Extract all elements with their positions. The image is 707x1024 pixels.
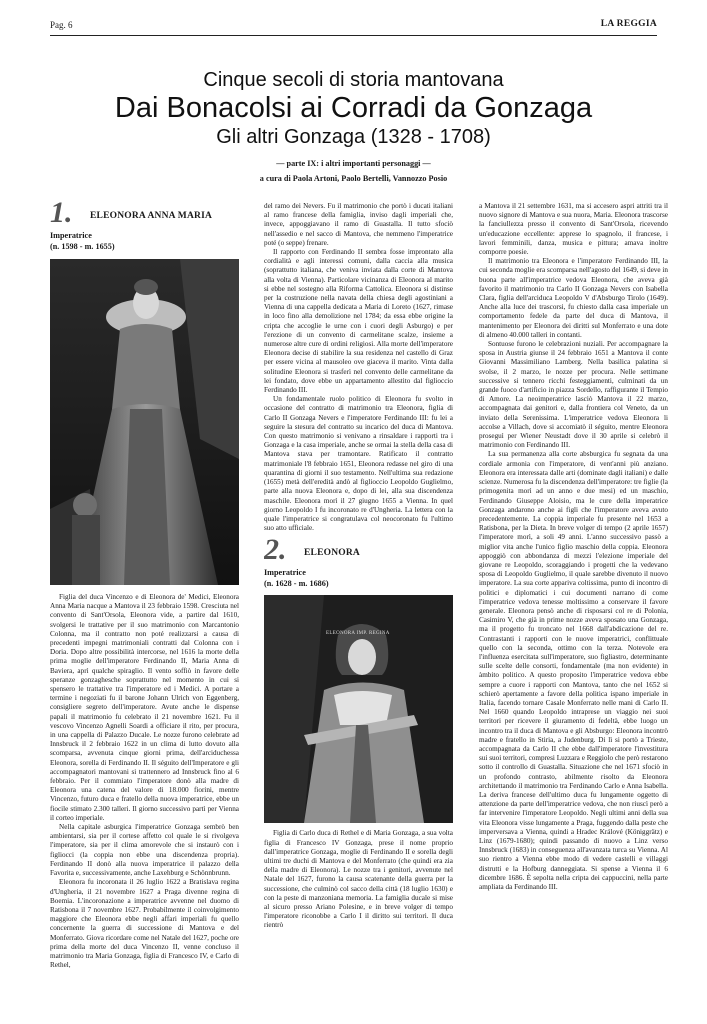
title-line-3: Gli altri Gonzaga (1328 - 1708) [216, 126, 491, 148]
paragraph: Sontuose furono le celebrazioni nuziali. Per accompagnare la sposa in Austria giunse il 24 febbraio 1651 a Mantova il conte Giovanni Massimiliano Lamberg. Nella basilica palatina si svolse, il 2 marzo, le nozze per procura. Nelle settimane successive si tennero ricchi festeggiamenti, culminati da un grande fuoco d'artificio in piazza Sordello, raffigurante il Tempio di Amore. La neoimperatrice lasciò Mantova il 22 marzo, accompagnata dai genitori e, dalla frontiera col Veneto, da un inviato della Serenissima. L'imperatrice vedova Eleonora li accolse a Villach, dove si accomiatò il séguito, mentre Eleonora proseguì per Wiener Neustadt dove il 30 aprile si celebrò il matrimonio con Ferdinando III. [479, 340, 668, 450]
paragraph: La sua permanenza alla corte absburgica fu segnata da una cordiale armonia con l'imperatore, di vent'anni più anziano. Eleonora era interessata dalle arti (dominate dagli italiani) e dalle scienze. Numerosa fu la discendenza dell'imperatore: tre figlie (la primogenita morì ad un anno e due mesi) ed un maschio, Ferdinando Giuseppe Aloisio, ma le cure della imperatrice Gonzaga andarono anche ai figli che l'imperatore aveva avuto precedentemente. La coppia imperiale fu presente nel 1653 a Ratisbona, per la Dieta. In breve volger di tempo (2 aprile 1657) l'imperatore morì, a soli 49 anni. L'anno successivo passò a miglior vita anche l'unico figlio maschio della coppia. Eleonora appoggiò con abbondanza di mezzi l'elezione imperiale del giovane re Leopoldo, scoraggiando i progetti che la vedevano sposa di Leopoldo Guglielmo, il quale sarebbe divenuto il nuovo imperatore. La sua corte appariva coltissima, punto di incontro di politici e diplomatici i cui documenti narrano di come l'imperatrice vedova tenesse moltissimo a conservare il favore generale. Eleonora pensò anche di risposarsi col re di Polonia, Casimiro V, che già in prime nozze aveva sposato una Gonzaga, ma il progetto fu troncato nel 1668 dall'abdicazione del re. Contrastanti i rapporti con le nuove imperatrici, conflittuale quello con la seconda, ottimo con la terza. Notevole era l'influenza esercitata sull'imperatore, suo figliastro, determinante sulle scelte delle consorti, fondamentale (ma non evidente) in àmbito politico. A questo proposito l'imperatrice vedova ebbe sempre a cuore i rapporti con Mantova, tanto che nel 1652 si schierò apertamente a favore della politica ispano imperiale in Italia, facendo tornare Casale Monferrato nelle mani di Carlo II. Nel 1660 quando Leopoldo intraprese un viaggio nei suoi territori per ricevere il giuramento di fedeltà, ebbe luogo un incontro tra il duca di Mantova e gli Absburgo: Eleonora incontrò madre e fratello in Stiria, a Judenburg. Di lì si portò a Trieste, accompagnata da Carlo II che ebbe dall'imperatore l'investitura sui suoi territori, compresi Luzzara e Reggiolo che però restarono sotto il controllo di Guastalla. Situazione che nel 1671 sfociò in un profondo contrasto, abilmente risolto da Eleonora architettando il matrimonio tra Ferdinando Carlo e Anna Isabella. La deriva francese dell'ultimo duca fu lungamente oggetto di attenzione da parte dell'imperatrice vedova, che non riuscì però a far intervenire l'imperatore Leopoldo. Negli ultimi anni della sua vita Eleonora visse lungamente a Praga, fuggendo dalla peste che imperversava a Vienna, quindi a Hradec Králové (Königgrätz) e Linz (1679-1680); quindi passando di nuovo a Linz verso Innsbruck (1683) in conseguenza all'avanzata turca su Vienna. Al suo rientro a Vienna ebbe modo di vedere castelli e villaggi distrutti e la Hofburg danneggiata. Si spense a Vienna il 6 dicembre 1686. È sepolta nella cripta dei cappuccini, nella parte ampliata da Ferdinando III. [479, 450, 668, 892]
title-line-2: Dai Bonacolsi ai Corradi da Gonzaga [114, 92, 593, 124]
section-1-name: ELEONORA ANNA MARIA [90, 211, 213, 221]
section-2-name: ELEONORA [304, 548, 360, 559]
portrait-eleonora-anna-maria [50, 259, 239, 585]
paragraph: Eleonora fu incoronata il 26 luglio 1622 a Bratislava regina d'Ungheria, il 21 novembre 1627 a Praga divenne regina di Boemia. L'incoronazione a imperatrice avvenne nel duomo di Ratisbona il 7 novembre 1627. Probabilmente il coinvolgimento maggiore che Eleonora ebbe negli affari imperiali fu quello concernente la guerra di successione di Mantova e del Monferrato. Giova ricordare come nel Natale del 1627, poche ore prima della morte del duca Vincenzo II, venne concluso il matrimonio tra Maria Gonzaga, figlia di Francesco IV, e Carlo di Rethel, [50, 878, 239, 970]
title-line-1: Cinque secoli di storia mantovana [203, 69, 504, 91]
section-1-number: 1. [50, 202, 73, 229]
paragraph: Figlia del duca Vincenzo e di Eleonora de' Medici, Eleonora Anna Maria nacque a Mantova il 23 febbraio 1598. Cresciuta nel convento di Sant'Orsola, Eleonora vide, a partire dal 1610, svolgersi le trattative per il suo matrimonio con Marcantonio Colonna, ma il contratto non poté realizzarsi a causa di precedenti impegni matrimoniali contratti dal Colonna con i Doria. Dopo altre possibilità intercorse, nel 1616 la morte della prima moglie dell'imperatore Ferdinando II, Maria Anna di Baviera, aprì qualche spiraglio. Il vento soffiò in favore delle speranze gonzaghesche soprattutto nel momento in cui si spensero le trattative tra l'imperatore ed i Medici. A portare a termine i negoziati fu il barone Johann Ulrich von Eggenberg, consigliere segreto dell'imperatore. Avute anche le dispense papali il matrimonio fu celebrato il 21 novembre 1621. Fu il vescovo Vincenzo Agnelli Soardi a officiare il rito, per procura, in una cappella di Palazzo Ducale. Le nozze furono celebrate ad Innsbruck il 2 febbraio 1622 in un clima di lutto dovuto alla scomparsa, avvenuta cinque giorni prima, dell'arciduchessa Eleonora, sorella di Ferdinando II. Il séguito dell'Imperatore e gli accompagnatori mantovani si trattennero ad Innsbruck fino al 6 febbraio. Per il commiato l'imperatore donò alla madre di Eleonora una catena del valore di 18.000 fiorini, mentre Vincenzo, futuro duca e fratello della nuova imperatrice, ebbe un fiocile stimato 2.300 talleri. Il giorno successivo partì per Vienna il corteo imperiale. [50, 593, 239, 822]
section-2-number: 2. [264, 533, 287, 567]
running-header [50, 14, 657, 36]
section-1-dates: (n. 1598 - m. 1655) [50, 242, 115, 251]
part-label: — parte IX: i altri importanti personaggi — [276, 159, 431, 168]
page-number: Pag. 6 [50, 20, 73, 30]
column-3 [479, 202, 668, 997]
paragraph: a Mantova il 21 settembre 1631, ma si accesero aspri attriti tra il nuovo signore di Mantova e sua nuora, Maria. Eleonora trascorse la fanciullezza presso il convento di Sant'Orsola, ricevendo un'educazione eccellente: apprese lo spagnolo, il francese, i lavori femminili, danza, musica e pittura; amava inoltre comporre poesie. [479, 202, 668, 257]
section-2-dates: (n. 1628 - m. 1686) [264, 579, 329, 589]
section-2-header [264, 533, 453, 567]
paragraph: del ramo dei Nevers. Fu il matrimonio che portò i ducati italiani al ramo francese della famiglia, inviso dagli imperiali che, invece, appoggiavano il ramo di Guastalla. Il tutto sfociò nell'assedio e nel sacco di Mantova, che nemmeno l'imperatrice poté (o seppe) frenare. [264, 202, 453, 247]
section-2-role: Imperatrice [264, 568, 306, 578]
subtitle-block [50, 156, 657, 186]
paragraph: Il matrimonio tra Eleonora e l'imperatore Ferdinando III, la cui seconda moglie era scomparsa nell'agosto del 1649, si deve in buona parte all'imperatrice vedova Eleonora, che aveva già favorito il matrimonio tra Carlo II Gonzaga Nevers con Isabella Clara, figlia dell'arciduca Leopoldo V d'Absburgo Tirolo (1649). Anche alla luce dei trascorsi, fu chiesto dalla casa imperiale un comportamento fedele da parte del duca di Mantova, il mantenimento per Eleonora dei diritti sul Monferrato e una dote di almeno 40.000 talleri in contanti. [479, 257, 668, 339]
magazine-name: LA REGGIA [600, 19, 657, 29]
portrait-2-label: ELEONORA IMP. REGINA [326, 631, 390, 637]
portrait-1-image [50, 259, 239, 585]
column-1 [50, 202, 239, 972]
portrait-eleonora [264, 595, 453, 823]
paragraph: Nella capitale asburgica l'imperatrice Gonzaga sembrò ben ambientarsi, sia per il cortese affetto col quale le si rivolgeva l'imperatore, sia per il clima amorevole che si instaurò con i figliocci (la coppia non ebbe una discendenza propria). Ferdinando II donò alla nuova imperatrice il palazzo della Favorita e, successivamente, anche Laxehburg e Schönnbrunn. [50, 823, 239, 878]
paragraph: Il rapporto con Ferdinando II sembra fosse improntato alla cordialità e agli interessi comuni, dalla caccia alla musica (soprattutto italiana, che veniva inviata dalla corte di Mantova alla volta di Vienna). Particolare vicinanza di Eleonora al marito si ebbe nel sostegno alla Riforma Cattolica. Eleonora si distinse per la costruzione nella navata della chiesa degli agostiniani a Vienna di una cappella dedicata a Maria di Loreto (1627, rimase in loco fino alla demolizione nel 1784; da essa ebbe origine la cripta che accoglie le urne con i cuori degli Asburgo) e per l'erezione di un convento di carmelitane scalze, insieme a numerose altre cure di ordini religiosi. Alla morte dell'imperatore Eleonora decise di stabilire la sua residenza nel castello di Graz per essere vicina al mausoleo ove giaceva il marito. Vinta dalla solitudine Eleonora si trasferì nel convento delle carmelitane da lei fondato, dove ebbe un appartamento allestito dal figlioccio Ferdinando III. [264, 248, 453, 395]
section-1-role: Imperatrice [50, 231, 92, 240]
paragraph: Figlia di Carlo duca di Rethel e di Maria Gonzaga, a sua volta figlia di Francesco IV Gonzaga, prese il nome proprio dall'imperatrice Gonzaga, moglie di Ferdinando II e sorella degli ultimi tre duchi di Mantova e del Monferrato (che quindi era zia della madre di Eleonora). Le nozze tra i genitori, avvenute nel Natale del 1627, furono la causa scatenante della guerra per la successione, che culminò col sacco della città (18 luglio 1630) e con la peste di manzoniana memoria. La famiglia ducale si mise al sicuro presso Ariano Polesine, e in breve volger di tempo l'imperatore riconobbe a Carlo I il diritto sui territori. Il duca rientrò [264, 829, 453, 930]
paragraph: Un fondamentale ruolo politico di Eleonora fu svolto in occasione del contratto di matrimonio tra Eleonora, figlia di Carlo II Gonzaga Nevers e l'imperatore Ferdinando III: fu lei a seguire la stesura del contratto su incarico del duca di Mantova. Con questo matrimonio si venivano a rinsaldare i rapporti tra i Gonzaga e la casa imperiale, anche se ormai la stella della casa di Mantova stava per tramontare. Ratificato il contratto matrimoniale l'8 febbraio 1651, Eleonora redasse nel giro di una quarantina di giorni il suo testamento. Nell'ultima sua redazione (1655) metà dell'eredità andò al figlioccio Leopoldo Guglielmo, parte alla nuova Eleonora e, dopo di lei, alla sua discendenza maschile. Eleonora morì il 27 giugno 1655 a Vienna. In quel giorno Leopoldo I fu incoronato re d'Ungheria. La lettera con la quale l'imperatrice si congratulava col neocoronato fu l'ultimo suo atto ufficiale. [264, 395, 453, 533]
article-title-block [50, 68, 657, 150]
column-2 [264, 202, 453, 982]
section-1-header [50, 202, 239, 230]
authors: a cura di Paola Artoni, Paolo Bertelli, Vannozzo Posio [259, 174, 448, 183]
